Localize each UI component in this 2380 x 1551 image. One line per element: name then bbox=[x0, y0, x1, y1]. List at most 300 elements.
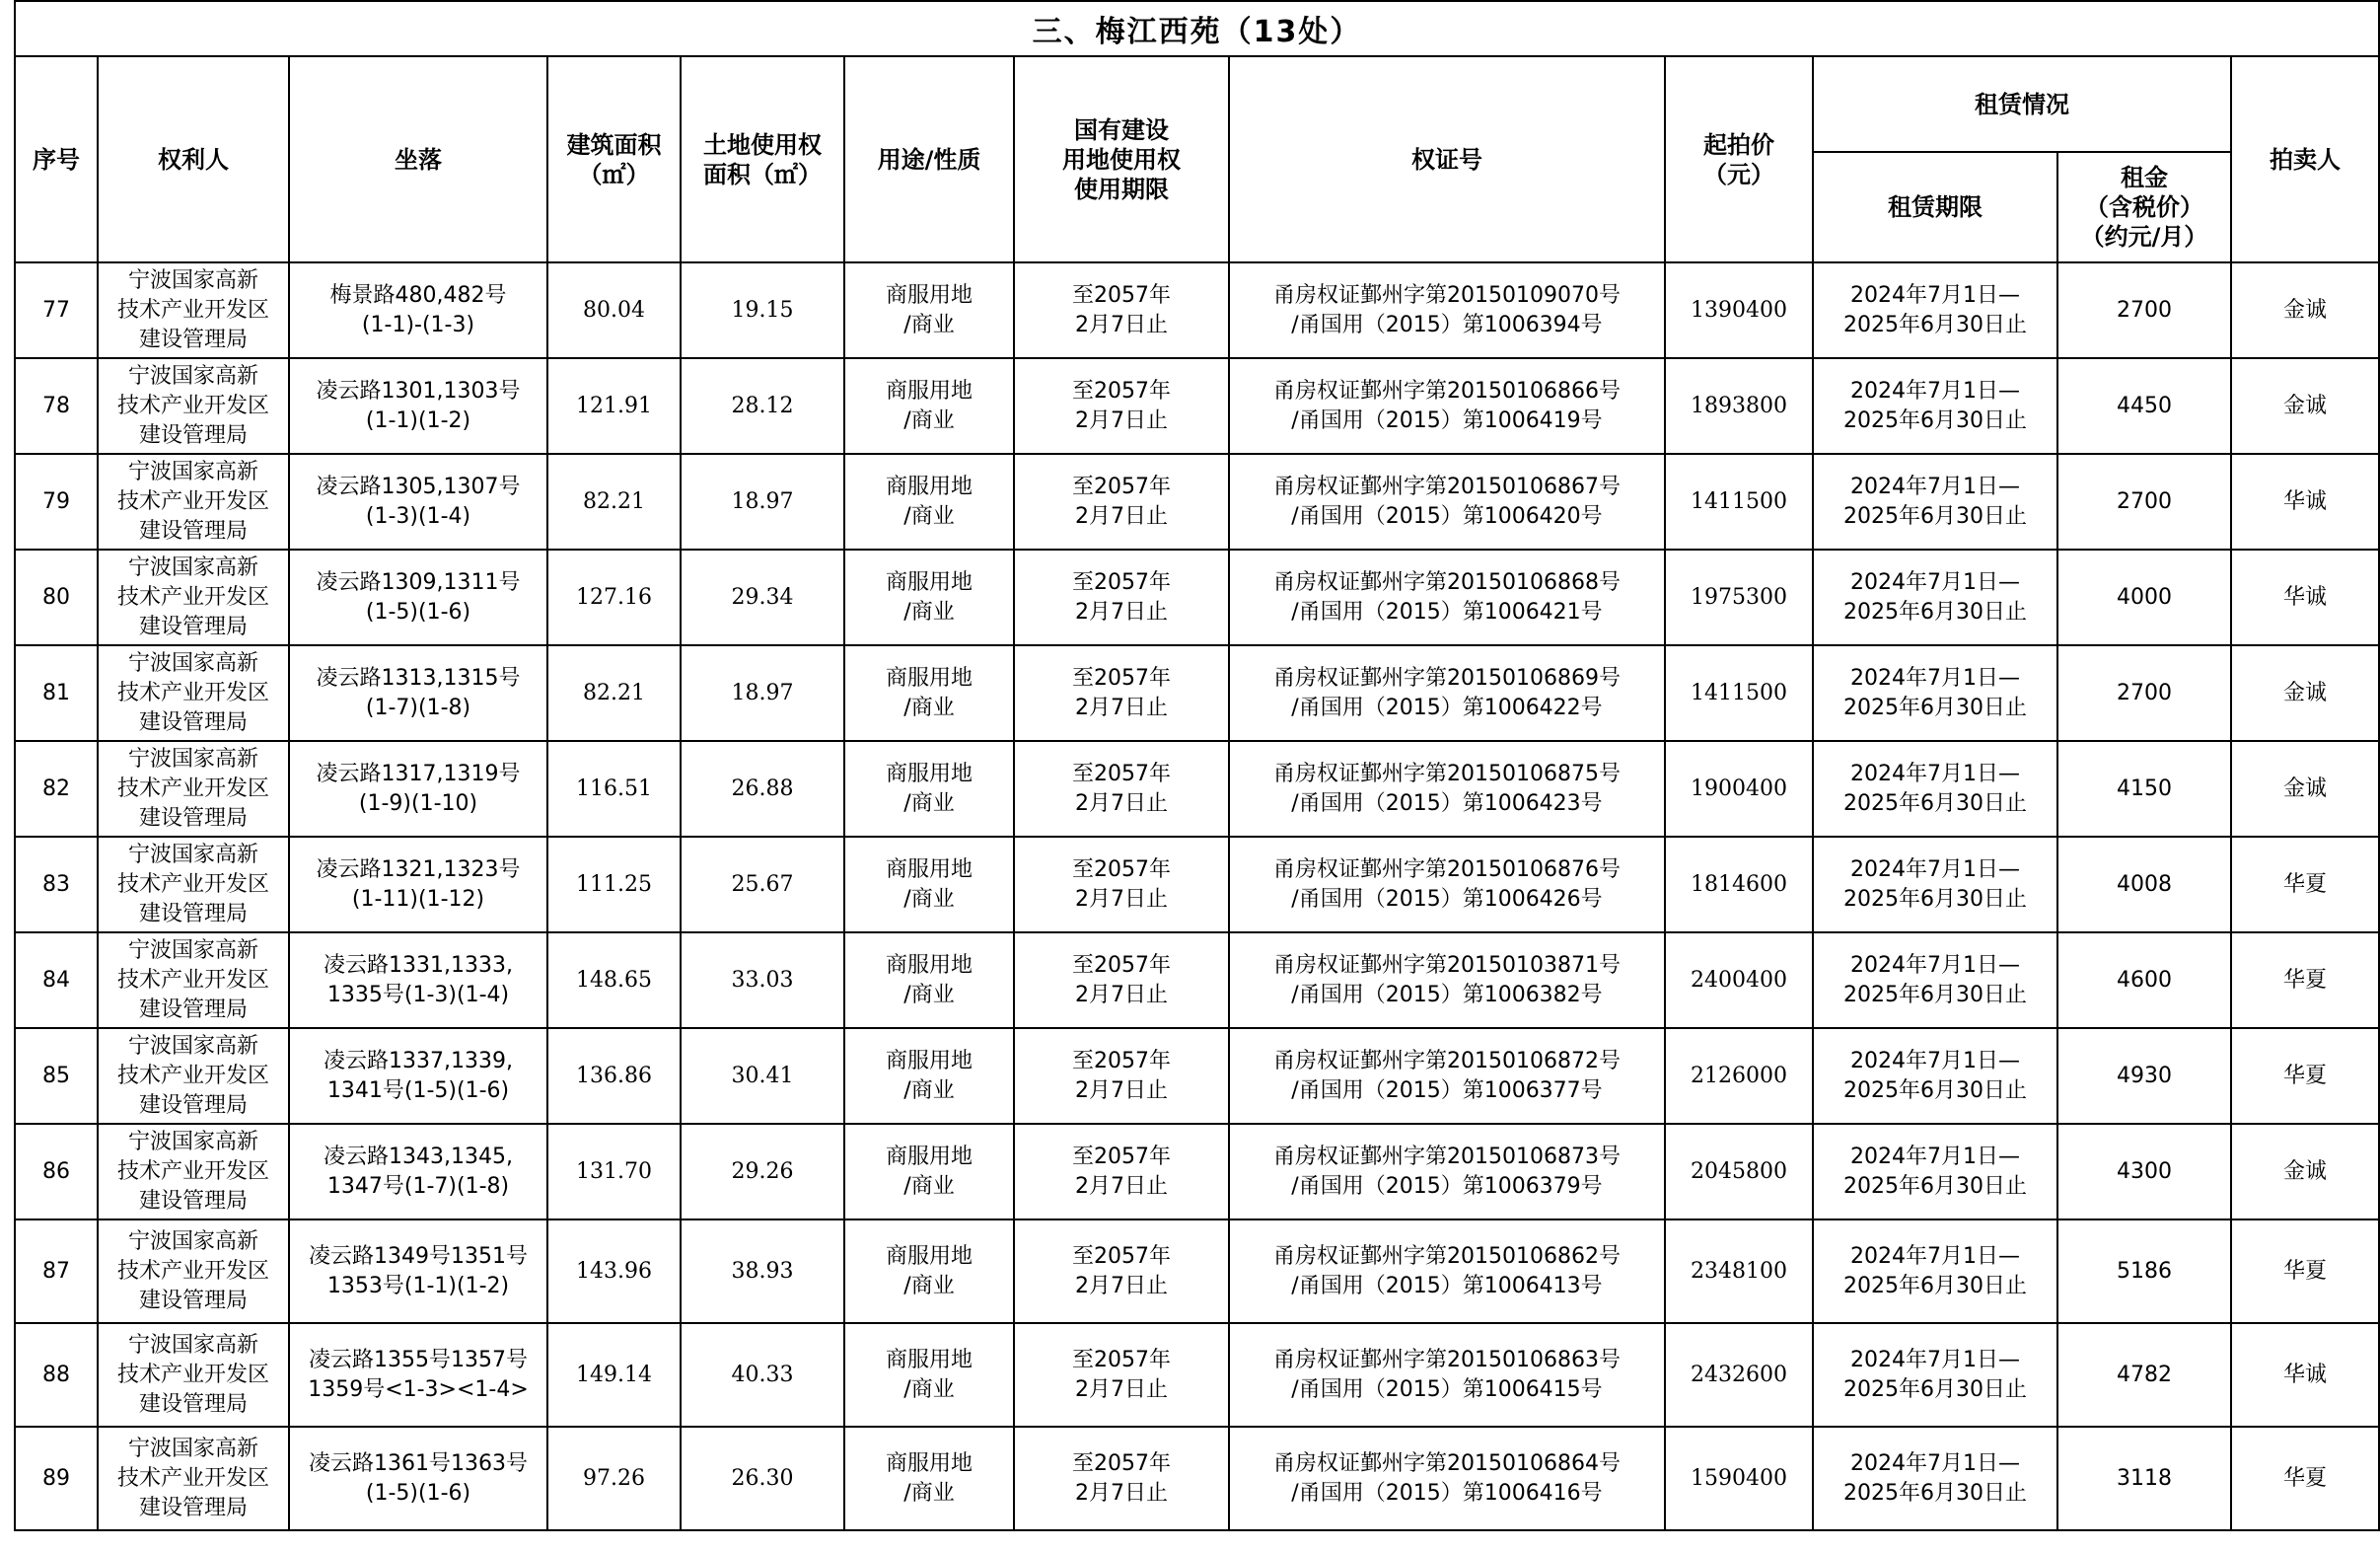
cell-auctioneer: 华诚 bbox=[2231, 454, 2379, 550]
cell-owner bbox=[98, 1124, 289, 1219]
cell-location-line: 凌云路1313,1315号 bbox=[316, 665, 521, 691]
cell-rent: 4150 bbox=[2057, 741, 2231, 837]
cell-owner-line: 宁波国家高新 bbox=[127, 1436, 258, 1461]
cell-location bbox=[289, 454, 547, 550]
cell-cert-line: /甬国用（2015）第1006413号 bbox=[1291, 1273, 1603, 1298]
cell-cert bbox=[1229, 550, 1665, 645]
table-title: 三、梅江西苑（13处） bbox=[15, 1, 2379, 56]
cell-term-line: 至2057年 bbox=[1072, 1243, 1171, 1269]
cell-owner-line: 建设管理局 bbox=[138, 1495, 248, 1520]
cell-cert-line: 甬房权证鄞州字第20150106873号 bbox=[1273, 1144, 1621, 1169]
table-row bbox=[15, 932, 2379, 1028]
cell-usage-line: /商业 bbox=[903, 599, 955, 625]
cell-cert-line: 甬房权证鄞州字第20150106866号 bbox=[1273, 378, 1621, 404]
cell-usage-line: /商业 bbox=[903, 407, 955, 433]
cell-usage-line: 商服用地 bbox=[885, 1048, 973, 1073]
cell-location bbox=[289, 550, 547, 645]
cell-land-area: 18.97 bbox=[681, 645, 844, 741]
cell-land-area: 18.97 bbox=[681, 454, 844, 550]
cell-term-line: 2月7日止 bbox=[1075, 599, 1168, 625]
cell-cert-line: /甬国用（2015）第1006379号 bbox=[1291, 1173, 1603, 1199]
header-building-area-line: 建筑面积 bbox=[566, 130, 662, 159]
cell-lease-period-line: 2024年7月1日— bbox=[1850, 1144, 2020, 1169]
cell-owner-line: 建设管理局 bbox=[138, 518, 248, 544]
cell-cert-line: 甬房权证鄞州字第20150106864号 bbox=[1273, 1450, 1621, 1476]
header-land-area-line: 土地使用权 bbox=[703, 130, 822, 159]
table-body bbox=[15, 262, 2379, 1530]
cell-location-line: (1-5)(1-6) bbox=[365, 1480, 471, 1506]
cell-owner-line: 建设管理局 bbox=[138, 901, 248, 926]
cell-lease-period-line: 2025年6月30日止 bbox=[1843, 1376, 2027, 1402]
cell-cert-line: 甬房权证鄞州字第20150106868号 bbox=[1273, 569, 1621, 595]
cell-usage-line: /商业 bbox=[903, 1376, 955, 1402]
cell-building-area: 143.96 bbox=[547, 1219, 681, 1323]
cell-owner-line: 技术产业开发区 bbox=[116, 584, 269, 610]
cell-term-line: 2月7日止 bbox=[1075, 695, 1168, 720]
cell-cert-line: /甬国用（2015）第1006419号 bbox=[1291, 407, 1603, 433]
cell-term-line: 至2057年 bbox=[1072, 952, 1171, 978]
cell-lease-period-line: 2024年7月1日— bbox=[1850, 1450, 2020, 1476]
cell-location-line: 凌云路1321,1323号 bbox=[316, 856, 521, 882]
cell-cert-line: 甬房权证鄞州字第20150106872号 bbox=[1273, 1048, 1621, 1073]
cell-start-price: 1893800 bbox=[1665, 358, 1813, 454]
cell-location-line: 凌云路1309,1311号 bbox=[316, 569, 521, 595]
cell-start-price: 1975300 bbox=[1665, 550, 1813, 645]
cell-term-line: 至2057年 bbox=[1072, 856, 1171, 882]
cell-building-area: 80.04 bbox=[547, 262, 681, 358]
cell-cert-line: /甬国用（2015）第1006420号 bbox=[1291, 503, 1603, 529]
cell-owner-line: 技术产业开发区 bbox=[116, 871, 269, 897]
cell-location-line: 凌云路1301,1303号 bbox=[316, 378, 521, 404]
cell-owner-line: 宁波国家高新 bbox=[127, 459, 258, 484]
cell-usage-line: 商服用地 bbox=[885, 665, 973, 691]
cell-lease-period-line: 2025年6月30日止 bbox=[1843, 1273, 2027, 1298]
cell-usage-line: /商业 bbox=[903, 312, 955, 337]
cell-land-area: 30.41 bbox=[681, 1028, 844, 1124]
cell-usage bbox=[844, 1028, 1014, 1124]
cell-term-line: 至2057年 bbox=[1072, 474, 1171, 499]
cell-auctioneer: 华夏 bbox=[2231, 1219, 2379, 1323]
cell-cert bbox=[1229, 358, 1665, 454]
cell-rent: 4000 bbox=[2057, 550, 2231, 645]
cell-cert bbox=[1229, 1323, 1665, 1427]
cell-location-line: (1-7)(1-8) bbox=[365, 695, 471, 720]
cell-location-line: (1-1)(1-2) bbox=[365, 407, 471, 433]
cell-owner-line: 建设管理局 bbox=[138, 1188, 248, 1214]
header-lease-period: 租赁期限 bbox=[1813, 152, 2057, 262]
cell-term-line: 2月7日止 bbox=[1075, 312, 1168, 337]
cell-seq: 85 bbox=[15, 1028, 98, 1124]
cell-seq: 86 bbox=[15, 1124, 98, 1219]
cell-start-price: 2348100 bbox=[1665, 1219, 1813, 1323]
table-row bbox=[15, 550, 2379, 645]
cell-lease-period-line: 2025年6月30日止 bbox=[1843, 599, 2027, 625]
cell-owner-line: 宁波国家高新 bbox=[127, 1033, 258, 1059]
header-rent-line3: （约元/月） bbox=[2080, 223, 2208, 251]
cell-cert-line: 甬房权证鄞州字第20150106863号 bbox=[1273, 1347, 1621, 1372]
cell-lease-period bbox=[1813, 1427, 2057, 1530]
cell-usage-line: 商服用地 bbox=[885, 761, 973, 786]
cell-cert bbox=[1229, 1124, 1665, 1219]
cell-usage-line: 商服用地 bbox=[885, 952, 973, 978]
cell-usage bbox=[844, 1219, 1014, 1323]
cell-usage bbox=[844, 454, 1014, 550]
cell-rent: 2700 bbox=[2057, 645, 2231, 741]
cell-term bbox=[1014, 550, 1229, 645]
cell-owner-line: 宁波国家高新 bbox=[127, 1228, 258, 1254]
cell-owner bbox=[98, 550, 289, 645]
cell-location-line: 1341号(1-5)(1-6) bbox=[326, 1077, 510, 1103]
cell-term-line: 至2057年 bbox=[1072, 569, 1171, 595]
cell-owner bbox=[98, 645, 289, 741]
cell-seq: 77 bbox=[15, 262, 98, 358]
cell-lease-period-line: 2025年6月30日止 bbox=[1843, 790, 2027, 816]
cell-owner bbox=[98, 454, 289, 550]
cell-term bbox=[1014, 454, 1229, 550]
cell-cert-line: 甬房权证鄞州字第20150106875号 bbox=[1273, 761, 1621, 786]
cell-term bbox=[1014, 1323, 1229, 1427]
cell-owner-line: 技术产业开发区 bbox=[116, 393, 269, 418]
cell-rent: 4930 bbox=[2057, 1028, 2231, 1124]
cell-owner-line: 宁波国家高新 bbox=[127, 842, 258, 867]
cell-usage bbox=[844, 550, 1014, 645]
cell-usage-line: /商业 bbox=[903, 886, 955, 912]
cell-cert bbox=[1229, 932, 1665, 1028]
cell-usage bbox=[844, 932, 1014, 1028]
cell-lease-period-line: 2025年6月30日止 bbox=[1843, 1173, 2027, 1199]
header-cert: 权证号 bbox=[1229, 56, 1665, 262]
cell-building-area: 121.91 bbox=[547, 358, 681, 454]
cell-owner-line: 技术产业开发区 bbox=[116, 1258, 269, 1284]
cell-location bbox=[289, 741, 547, 837]
cell-owner-line: 技术产业开发区 bbox=[116, 1362, 269, 1387]
cell-owner-line: 建设管理局 bbox=[138, 709, 248, 735]
cell-owner bbox=[98, 932, 289, 1028]
cell-lease-period-line: 2025年6月30日止 bbox=[1843, 407, 2027, 433]
cell-building-area: 82.21 bbox=[547, 645, 681, 741]
cell-owner bbox=[98, 1323, 289, 1427]
cell-location bbox=[289, 932, 547, 1028]
cell-lease-period-line: 2024年7月1日— bbox=[1850, 282, 2020, 308]
cell-owner-line: 宁波国家高新 bbox=[127, 1332, 258, 1358]
header-seq: 序号 bbox=[15, 56, 98, 262]
cell-cert-line: 甬房权证鄞州字第20150109070号 bbox=[1273, 282, 1621, 308]
cell-seq: 84 bbox=[15, 932, 98, 1028]
cell-location bbox=[289, 262, 547, 358]
cell-owner-line: 技术产业开发区 bbox=[116, 680, 269, 705]
cell-usage-line: /商业 bbox=[903, 695, 955, 720]
cell-usage bbox=[844, 358, 1014, 454]
table-row bbox=[15, 262, 2379, 358]
cell-lease-period-line: 2025年6月30日止 bbox=[1843, 886, 2027, 912]
cell-owner-line: 建设管理局 bbox=[138, 805, 248, 831]
table-row bbox=[15, 837, 2379, 932]
table-row bbox=[15, 358, 2379, 454]
cell-building-area: 116.51 bbox=[547, 741, 681, 837]
cell-term-line: 2月7日止 bbox=[1075, 1480, 1168, 1506]
cell-cert-line: /甬国用（2015）第1006382号 bbox=[1291, 982, 1603, 1007]
cell-usage-line: 商服用地 bbox=[885, 856, 973, 882]
cell-location-line: 凌云路1317,1319号 bbox=[316, 761, 521, 786]
cell-land-area: 26.88 bbox=[681, 741, 844, 837]
cell-auctioneer: 金诚 bbox=[2231, 262, 2379, 358]
cell-owner-line: 建设管理局 bbox=[138, 1288, 248, 1313]
cell-term bbox=[1014, 1028, 1229, 1124]
cell-term-line: 至2057年 bbox=[1072, 282, 1171, 308]
header-rent-line2: （含税价） bbox=[2085, 193, 2203, 221]
cell-rent: 5186 bbox=[2057, 1219, 2231, 1323]
cell-building-area: 127.16 bbox=[547, 550, 681, 645]
cell-term-line: 2月7日止 bbox=[1075, 503, 1168, 529]
cell-usage-line: /商业 bbox=[903, 1480, 955, 1506]
table-row bbox=[15, 741, 2379, 837]
cell-location-line: 凌云路1305,1307号 bbox=[316, 474, 521, 499]
cell-location-line: (1-1)-(1-3) bbox=[361, 312, 475, 337]
cell-cert-line: 甬房权证鄞州字第20150103871号 bbox=[1273, 952, 1621, 978]
cell-seq: 78 bbox=[15, 358, 98, 454]
property-table bbox=[14, 0, 2380, 1531]
cell-lease-period bbox=[1813, 550, 2057, 645]
cell-start-price: 1590400 bbox=[1665, 1427, 1813, 1530]
cell-building-area: 149.14 bbox=[547, 1323, 681, 1427]
cell-cert-line: 甬房权证鄞州字第20150106867号 bbox=[1273, 474, 1621, 499]
cell-building-area: 111.25 bbox=[547, 837, 681, 932]
cell-lease-period-line: 2024年7月1日— bbox=[1850, 474, 2020, 499]
cell-cert bbox=[1229, 1028, 1665, 1124]
cell-building-area: 136.86 bbox=[547, 1028, 681, 1124]
cell-owner bbox=[98, 1028, 289, 1124]
cell-cert bbox=[1229, 454, 1665, 550]
header-land-term-line1: 国有建设 bbox=[1074, 115, 1169, 144]
cell-rent: 4300 bbox=[2057, 1124, 2231, 1219]
cell-term bbox=[1014, 1427, 1229, 1530]
cell-lease-period bbox=[1813, 837, 2057, 932]
header-usage: 用途/性质 bbox=[844, 56, 1014, 262]
cell-term bbox=[1014, 1219, 1229, 1323]
cell-owner-line: 技术产业开发区 bbox=[116, 488, 269, 514]
cell-term-line: 2月7日止 bbox=[1075, 790, 1168, 816]
cell-start-price: 1411500 bbox=[1665, 454, 1813, 550]
cell-seq: 82 bbox=[15, 741, 98, 837]
cell-usage bbox=[844, 262, 1014, 358]
cell-lease-period-line: 2024年7月1日— bbox=[1850, 378, 2020, 404]
cell-seq: 80 bbox=[15, 550, 98, 645]
cell-rent: 2700 bbox=[2057, 454, 2231, 550]
cell-usage-line: 商服用地 bbox=[885, 1450, 973, 1476]
cell-term bbox=[1014, 262, 1229, 358]
cell-owner bbox=[98, 1219, 289, 1323]
cell-lease-period bbox=[1813, 645, 2057, 741]
cell-term-line: 2月7日止 bbox=[1075, 1376, 1168, 1402]
cell-rent: 4008 bbox=[2057, 837, 2231, 932]
cell-owner bbox=[98, 837, 289, 932]
cell-seq: 79 bbox=[15, 454, 98, 550]
cell-auctioneer: 华诚 bbox=[2231, 1323, 2379, 1427]
cell-lease-period bbox=[1813, 454, 2057, 550]
cell-term-line: 至2057年 bbox=[1072, 761, 1171, 786]
cell-cert-line: /甬国用（2015）第1006426号 bbox=[1291, 886, 1603, 912]
cell-location bbox=[289, 1323, 547, 1427]
cell-auctioneer: 金诚 bbox=[2231, 358, 2379, 454]
cell-rent: 4450 bbox=[2057, 358, 2231, 454]
cell-owner bbox=[98, 358, 289, 454]
cell-owner-line: 建设管理局 bbox=[138, 614, 248, 639]
cell-seq: 88 bbox=[15, 1323, 98, 1427]
cell-lease-period-line: 2024年7月1日— bbox=[1850, 1347, 2020, 1372]
cell-owner bbox=[98, 262, 289, 358]
cell-usage-line: /商业 bbox=[903, 1273, 955, 1298]
cell-lease-period-line: 2024年7月1日— bbox=[1850, 1048, 2020, 1073]
cell-lease-period-line: 2025年6月30日止 bbox=[1843, 1077, 2027, 1103]
header-land-area bbox=[681, 56, 844, 262]
cell-land-area: 33.03 bbox=[681, 932, 844, 1028]
cell-rent: 3118 bbox=[2057, 1427, 2231, 1530]
cell-lease-period bbox=[1813, 1028, 2057, 1124]
header-owner: 权利人 bbox=[98, 56, 289, 262]
cell-lease-period-line: 2025年6月30日止 bbox=[1843, 1480, 2027, 1506]
header-land-term-line3: 使用期限 bbox=[1074, 175, 1169, 203]
cell-owner-line: 技术产业开发区 bbox=[116, 967, 269, 993]
cell-owner-line: 技术产业开发区 bbox=[116, 1465, 269, 1491]
header-start-price-unit: （元） bbox=[1703, 160, 1774, 188]
cell-building-area: 131.70 bbox=[547, 1124, 681, 1219]
cell-usage-line: 商服用地 bbox=[885, 474, 973, 499]
cell-usage bbox=[844, 741, 1014, 837]
cell-land-area: 25.67 bbox=[681, 837, 844, 932]
cell-lease-period-line: 2024年7月1日— bbox=[1850, 569, 2020, 595]
cell-start-price: 2400400 bbox=[1665, 932, 1813, 1028]
cell-owner-line: 宁波国家高新 bbox=[127, 937, 258, 963]
cell-auctioneer: 华夏 bbox=[2231, 837, 2379, 932]
cell-term-line: 至2057年 bbox=[1072, 665, 1171, 691]
cell-cert bbox=[1229, 645, 1665, 741]
cell-usage-line: /商业 bbox=[903, 790, 955, 816]
cell-land-area: 19.15 bbox=[681, 262, 844, 358]
cell-location-line: 凌云路1361号1363号 bbox=[309, 1450, 528, 1476]
cell-lease-period bbox=[1813, 358, 2057, 454]
cell-owner-line: 宁波国家高新 bbox=[127, 554, 258, 580]
cell-start-price: 1814600 bbox=[1665, 837, 1813, 932]
cell-location-line: (1-9)(1-10) bbox=[358, 790, 478, 816]
cell-cert bbox=[1229, 1219, 1665, 1323]
cell-term bbox=[1014, 741, 1229, 837]
cell-usage bbox=[844, 837, 1014, 932]
cell-usage-line: 商服用地 bbox=[885, 1243, 973, 1269]
cell-lease-period-line: 2024年7月1日— bbox=[1850, 761, 2020, 786]
header-start-price bbox=[1665, 56, 1813, 262]
cell-cert bbox=[1229, 741, 1665, 837]
cell-cert-line: /甬国用（2015）第1006394号 bbox=[1291, 312, 1603, 337]
cell-cert-line: /甬国用（2015）第1006421号 bbox=[1291, 599, 1603, 625]
cell-land-area: 29.34 bbox=[681, 550, 844, 645]
cell-location bbox=[289, 358, 547, 454]
cell-term-line: 2月7日止 bbox=[1075, 982, 1168, 1007]
cell-land-area: 40.33 bbox=[681, 1323, 844, 1427]
cell-start-price: 2126000 bbox=[1665, 1028, 1813, 1124]
cell-term-line: 至2057年 bbox=[1072, 378, 1171, 404]
cell-usage bbox=[844, 1124, 1014, 1219]
cell-location-line: 凌云路1337,1339, bbox=[324, 1048, 513, 1073]
cell-usage-line: 商服用地 bbox=[885, 282, 973, 308]
table-row bbox=[15, 645, 2379, 741]
cell-owner-line: 宁波国家高新 bbox=[127, 746, 258, 772]
cell-rent: 4782 bbox=[2057, 1323, 2231, 1427]
cell-usage-line: /商业 bbox=[903, 1173, 955, 1199]
cell-location-line: 凌云路1331,1333, bbox=[324, 952, 513, 978]
cell-seq: 87 bbox=[15, 1219, 98, 1323]
cell-start-price: 1411500 bbox=[1665, 645, 1813, 741]
cell-owner-line: 技术产业开发区 bbox=[116, 1158, 269, 1184]
cell-usage bbox=[844, 1323, 1014, 1427]
cell-lease-period-line: 2025年6月30日止 bbox=[1843, 312, 2027, 337]
table-row bbox=[15, 1028, 2379, 1124]
cell-land-area: 28.12 bbox=[681, 358, 844, 454]
cell-seq: 83 bbox=[15, 837, 98, 932]
cell-term-line: 2月7日止 bbox=[1075, 1273, 1168, 1298]
cell-usage bbox=[844, 645, 1014, 741]
cell-lease-period-line: 2025年6月30日止 bbox=[1843, 695, 2027, 720]
cell-cert-line: /甬国用（2015）第1006416号 bbox=[1291, 1480, 1603, 1506]
cell-location bbox=[289, 1427, 547, 1530]
cell-owner-line: 建设管理局 bbox=[138, 422, 248, 448]
cell-owner-line: 建设管理局 bbox=[138, 1092, 248, 1118]
cell-term bbox=[1014, 1124, 1229, 1219]
cell-lease-period bbox=[1813, 741, 2057, 837]
cell-cert-line: /甬国用（2015）第1006422号 bbox=[1291, 695, 1603, 720]
cell-auctioneer: 金诚 bbox=[2231, 1124, 2379, 1219]
cell-location bbox=[289, 1124, 547, 1219]
cell-cert-line: /甬国用（2015）第1006377号 bbox=[1291, 1077, 1603, 1103]
table-row bbox=[15, 1323, 2379, 1427]
cell-auctioneer: 华夏 bbox=[2231, 1028, 2379, 1124]
cell-lease-period-line: 2024年7月1日— bbox=[1850, 952, 2020, 978]
cell-auctioneer: 华夏 bbox=[2231, 1427, 2379, 1530]
cell-location-line: 1335号(1-3)(1-4) bbox=[326, 982, 510, 1007]
header-location: 坐落 bbox=[289, 56, 547, 262]
cell-lease-period bbox=[1813, 1323, 2057, 1427]
cell-owner-line: 建设管理局 bbox=[138, 327, 248, 352]
cell-location-line: 1347号(1-7)(1-8) bbox=[326, 1173, 510, 1199]
cell-location bbox=[289, 1028, 547, 1124]
cell-cert-line: 甬房权证鄞州字第20150106869号 bbox=[1273, 665, 1621, 691]
header-rent-line1: 租金 bbox=[2121, 164, 2168, 191]
cell-term-line: 2月7日止 bbox=[1075, 1173, 1168, 1199]
cell-cert-line: /甬国用（2015）第1006415号 bbox=[1291, 1376, 1603, 1402]
cell-term bbox=[1014, 837, 1229, 932]
cell-term bbox=[1014, 932, 1229, 1028]
header-building-area-unit: （㎡） bbox=[578, 160, 650, 188]
cell-location bbox=[289, 837, 547, 932]
header-start-price-line: 起拍价 bbox=[1703, 130, 1774, 159]
cell-seq: 89 bbox=[15, 1427, 98, 1530]
cell-seq: 81 bbox=[15, 645, 98, 741]
cell-cert bbox=[1229, 262, 1665, 358]
cell-owner-line: 技术产业开发区 bbox=[116, 1063, 269, 1088]
table-row bbox=[15, 454, 2379, 550]
cell-owner-line: 建设管理局 bbox=[138, 997, 248, 1022]
cell-start-price: 1900400 bbox=[1665, 741, 1813, 837]
cell-rent: 4600 bbox=[2057, 932, 2231, 1028]
cell-owner-line: 建设管理局 bbox=[138, 1391, 248, 1417]
cell-lease-period-line: 2025年6月30日止 bbox=[1843, 503, 2027, 529]
header-rent bbox=[2057, 152, 2231, 262]
cell-lease-period-line: 2024年7月1日— bbox=[1850, 1243, 2020, 1269]
cell-building-area: 97.26 bbox=[547, 1427, 681, 1530]
cell-lease-period-line: 2025年6月30日止 bbox=[1843, 982, 2027, 1007]
cell-term-line: 2月7日止 bbox=[1075, 1077, 1168, 1103]
header-building-area bbox=[547, 56, 681, 262]
table-row bbox=[15, 1219, 2379, 1323]
